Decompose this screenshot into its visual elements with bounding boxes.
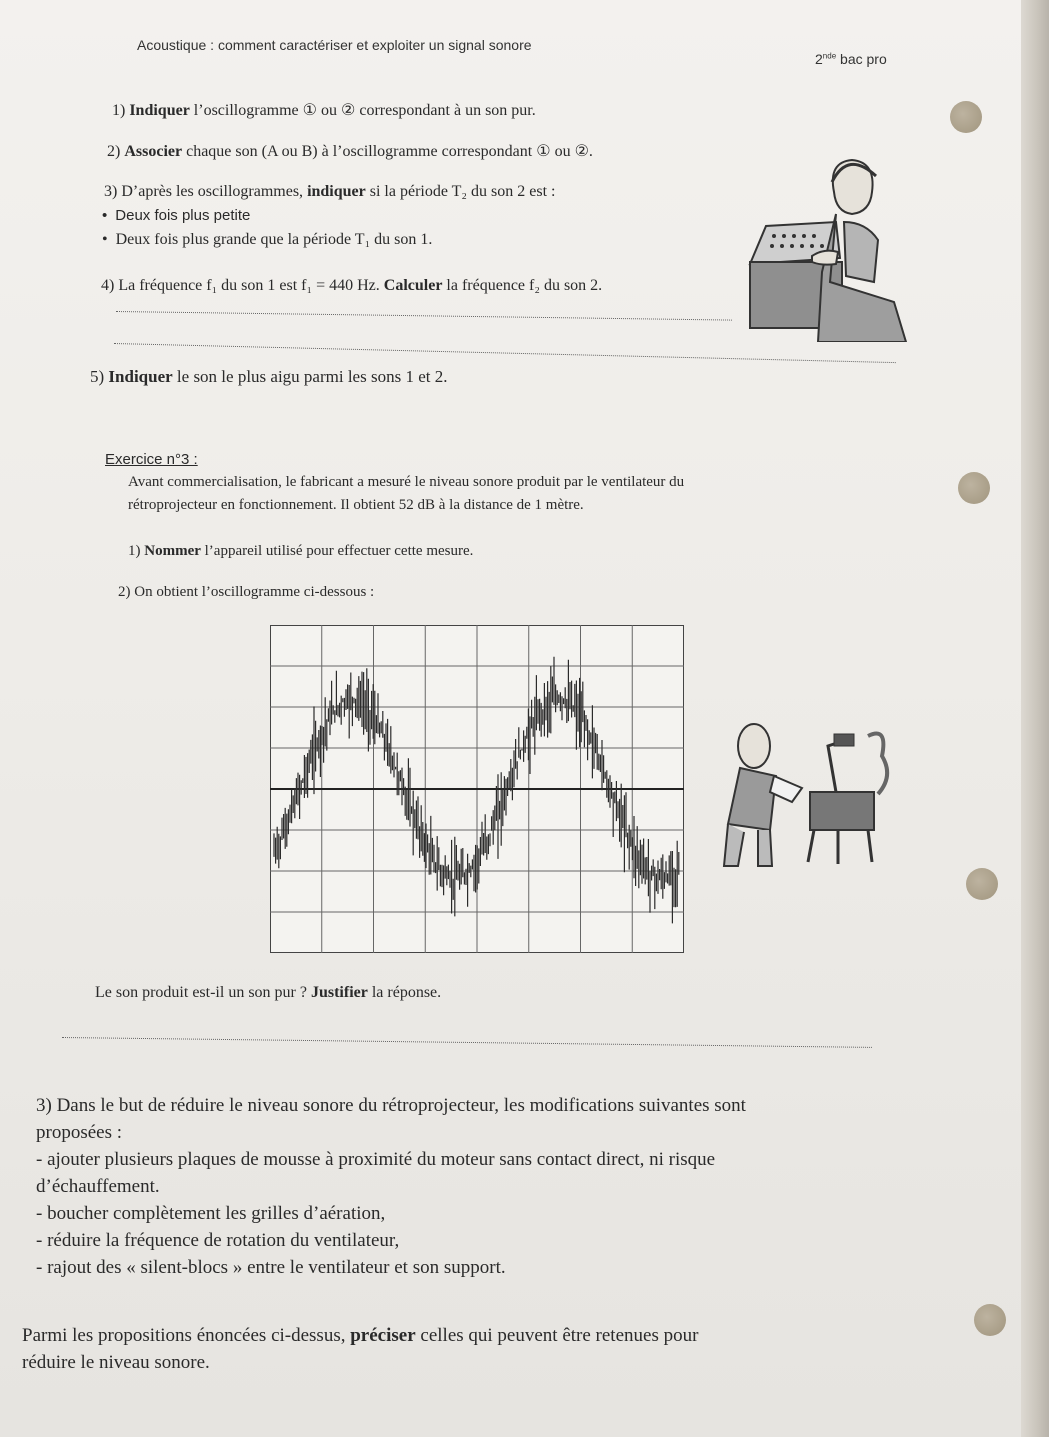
level-number: 2	[815, 51, 823, 67]
final-line-2: réduire le niveau sonore.	[22, 1352, 210, 1373]
ex3-question-2: 2) On obtient l’oscillogramme ci-dessous :	[118, 584, 375, 600]
ex3-q1-verb: Nommer	[144, 543, 201, 559]
q3-prefix: 3) D’après les oscillogrammes,	[104, 183, 304, 200]
question-4	[101, 277, 602, 295]
q4-text: la fréquence f₂ du son 2.	[446, 277, 603, 294]
q4-prefix: 4) La fréquence f₁ du son 1 est f₁ = 440 Hz.	[101, 277, 380, 294]
q2-text: chaque son (A ou B) à l’oscillogramme correspondant ① ou ②.	[186, 143, 593, 160]
ex3-question-3	[36, 1092, 746, 1281]
question-2	[107, 141, 593, 161]
pure-sound-question	[95, 984, 441, 1002]
level-superscript: nde	[822, 51, 837, 61]
final-verb: préciser	[350, 1325, 416, 1346]
pure-question-text: Le son produit est-il un son pur ?	[95, 984, 307, 1001]
binder-hole	[950, 101, 982, 133]
ex3-q3-line-1: 3) Dans le but de réduire le niveau sonore du rétroprojecteur, les modifications suivantes sont	[36, 1095, 746, 1116]
option-foam-line-2: d’échauffement.	[36, 1176, 160, 1197]
projector-user-illustration	[718, 716, 898, 872]
q2-number: 2)	[107, 143, 121, 160]
pure-question-rest: la réponse.	[371, 984, 442, 1001]
question-1	[112, 100, 536, 120]
binder-hole	[974, 1304, 1006, 1336]
option-block-vents: - boucher complètement les grilles d’aération,	[36, 1203, 386, 1224]
page-edge-shadow	[1021, 0, 1049, 1437]
answer-line	[114, 343, 896, 363]
q1-text: l’oscillogramme ① ou ② correspondant à un son pur.	[193, 102, 536, 119]
q3-option-1: • Deux fois plus petite	[102, 207, 250, 224]
option-silent-blocs: - rajout des « silent-blocs » entre le ventilateur et son support.	[36, 1257, 506, 1278]
final-post: celles qui peuvent être retenues pour	[420, 1325, 699, 1346]
ex3-q3-line-2: proposées :	[36, 1122, 123, 1143]
exercise-title: Exercice n°3 :	[105, 451, 198, 468]
q3-text: si la période T₂ du son 2 est :	[369, 183, 556, 200]
final-instruction	[22, 1322, 698, 1376]
q5-text: le son le plus aigu parmi les sons 1 et 2.	[176, 367, 448, 386]
q3-option-2: • Deux fois plus grande que la période T₁ du son 1.	[102, 231, 432, 249]
q2-verb: Associer	[124, 143, 183, 160]
exercise-intro-line-1: Avant commercialisation, le fabricant a mesuré le niveau sonore produit par le ventilateur du	[128, 474, 685, 490]
ex3-question-1	[128, 543, 473, 560]
q4-verb: Calculer	[383, 277, 443, 294]
level-label: bac pro	[840, 51, 887, 67]
question-5	[90, 367, 447, 387]
binder-hole	[958, 472, 990, 504]
ex3-q1-number: 1)	[128, 543, 141, 559]
ex3-q1-text: l’appareil utilisé pour effectuer cette mesure.	[204, 543, 474, 559]
option-foam-line-1: - ajouter plusieurs plaques de mousse à proximité du moteur sans contact direct, ni risque	[36, 1149, 716, 1170]
option-reduce-rotation: - réduire la fréquence de rotation du ventilateur,	[36, 1230, 400, 1251]
answer-line	[116, 311, 732, 321]
question-3	[104, 183, 555, 201]
sound-engineer-illustration	[748, 152, 910, 342]
page-title: Acoustique : comment caractériser et exploiter un signal sonore	[137, 37, 532, 53]
answer-line	[62, 1037, 872, 1048]
pure-question-verb: Justifier	[310, 984, 368, 1001]
q3-verb: indiquer	[307, 183, 366, 200]
exercise-intro-line-2: rétroprojecteur en fonctionnement. Il obtient 52 dB à la distance de 1 mètre.	[128, 497, 584, 513]
q1-number: 1)	[112, 102, 126, 119]
class-level	[815, 51, 887, 67]
binder-hole	[966, 868, 998, 900]
q5-verb: Indiquer	[108, 367, 173, 386]
q5-number: 5)	[90, 367, 105, 386]
oscillogram	[270, 625, 684, 953]
final-pre: Parmi les propositions énoncées ci-dessus,	[22, 1325, 346, 1346]
q1-verb: Indiquer	[129, 102, 190, 119]
